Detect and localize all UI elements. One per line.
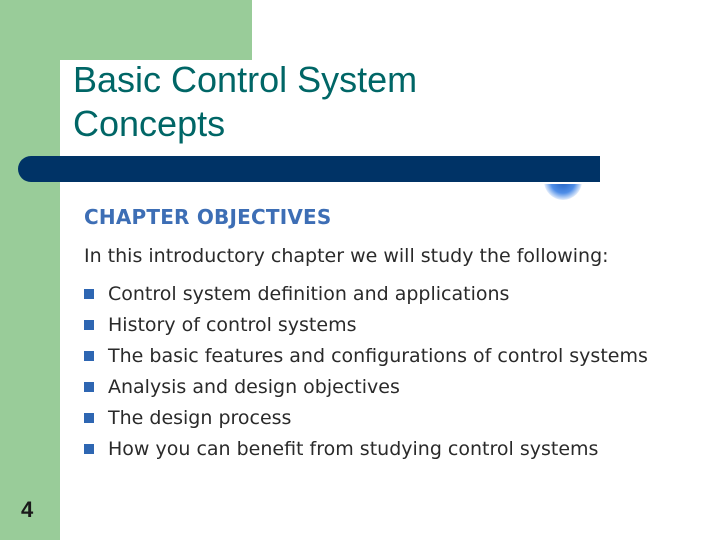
left-decorative-band [0,0,60,540]
square-bullet-icon [84,382,94,392]
slide-title [73,58,417,146]
list-item-text: The basic features and configurations of control systems [108,344,648,367]
list-item-text: History of control systems [108,313,357,336]
square-bullet-icon [84,413,94,423]
list-item-text: The design process [108,406,292,429]
square-bullet-icon [84,289,94,299]
square-bullet-icon [84,444,94,454]
list-item-text: How you can benefit from studying control systems [108,437,599,460]
square-bullet-icon [84,320,94,330]
chapter-objectives-heading: CHAPTER OBJECTIVES [84,205,332,229]
slide-title-line-2: Concepts [73,103,226,144]
top-decorative-band [60,0,252,60]
list-item-text: Analysis and design objectives [108,375,400,398]
list-item [84,371,704,402]
list-item [84,278,704,309]
chapter-objectives-panel [84,200,704,464]
square-bullet-icon [84,351,94,361]
list-item [84,340,704,371]
objectives-list [84,278,704,464]
list-item-text: Control system definition and applications [108,282,510,305]
list-item [84,433,704,464]
page-number: 4 [21,497,34,522]
list-item [84,309,704,340]
chapter-objectives-intro: In this introductory chapter we will study the following: [84,245,609,267]
title-rule-bar [18,156,600,182]
slide-title-line-1: Basic Control System [73,59,418,100]
list-item [84,402,704,433]
